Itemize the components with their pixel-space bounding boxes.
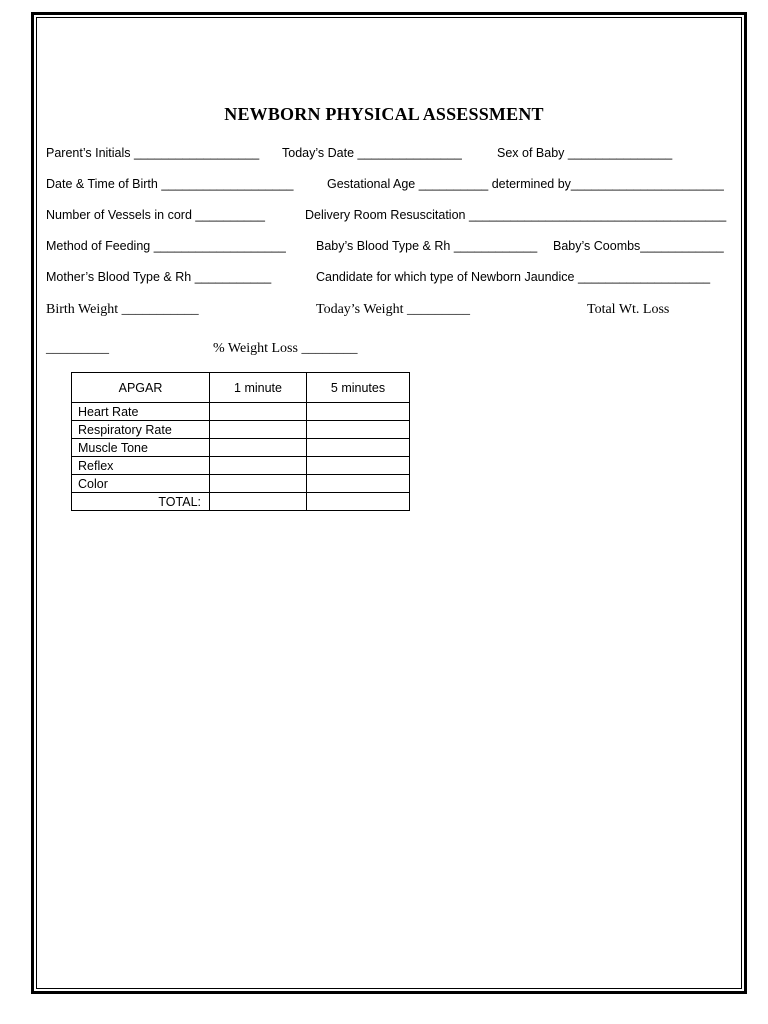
table-row (72, 403, 410, 421)
parents-initials-field: Parent’s Initials __________________ (46, 146, 260, 160)
color-1min-cell (210, 475, 307, 493)
sex-of-baby-field: Sex of Baby _______________ (497, 146, 673, 160)
percent-weight-loss-field: % Weight Loss ________ (213, 341, 358, 356)
todays-date-field: Today’s Date _______________ (282, 146, 462, 160)
method-of-feeding-field: Method of Feeding ___________________ (46, 239, 286, 253)
total-wt-loss-blank: _________ (46, 341, 109, 356)
mothers-blood-type-field: Mother’s Blood Type & Rh ___________ (46, 270, 272, 284)
apgar-table (71, 372, 410, 511)
table-row (72, 457, 410, 475)
birth-weight-field: Birth Weight ___________ (46, 302, 199, 317)
respiratory-rate-label: Respiratory Rate (72, 421, 210, 439)
apgar-header: APGAR (72, 373, 210, 403)
vessels-in-cord-field: Number of Vessels in cord __________ (46, 208, 265, 222)
total-wt-loss-field: Total Wt. Loss (587, 302, 670, 317)
five-minutes-header: 5 minutes (307, 373, 410, 403)
jaundice-candidate-field: Candidate for which type of Newborn Jaundice ___________________ (316, 270, 711, 284)
table-row (72, 493, 410, 511)
respiratory-rate-5min-cell (307, 421, 410, 439)
delivery-room-resuscitation-field: Delivery Room Resuscitation _____________________________________ (305, 208, 727, 222)
total-5min-cell (307, 493, 410, 511)
one-minute-header: 1 minute (210, 373, 307, 403)
color-5min-cell (307, 475, 410, 493)
table-row (72, 439, 410, 457)
table-row (72, 475, 410, 493)
muscle-tone-5min-cell (307, 439, 410, 457)
respiratory-rate-1min-cell (210, 421, 307, 439)
babys-coombs-field: Baby’s Coombs____________ (553, 239, 724, 253)
muscle-tone-1min-cell (210, 439, 307, 457)
heart-rate-1min-cell (210, 403, 307, 421)
reflex-5min-cell (307, 457, 410, 475)
color-label: Color (72, 475, 210, 493)
reflex-label: Reflex (72, 457, 210, 475)
apgar-header-row (72, 373, 410, 403)
date-time-birth-field: Date & Time of Birth ___________________ (46, 177, 294, 191)
gestational-age-field: Gestational Age __________ determined by______________________ (327, 177, 724, 191)
babys-blood-type-field: Baby’s Blood Type & Rh ____________ (316, 239, 538, 253)
reflex-1min-cell (210, 457, 307, 475)
heart-rate-label: Heart Rate (72, 403, 210, 421)
total-label: TOTAL: (72, 493, 210, 511)
heart-rate-5min-cell (307, 403, 410, 421)
table-row (72, 421, 410, 439)
todays-weight-field: Today’s Weight _________ (316, 302, 470, 317)
muscle-tone-label: Muscle Tone (72, 439, 210, 457)
page-title: NEWBORN PHYSICAL ASSESSMENT (224, 104, 544, 124)
total-1min-cell (210, 493, 307, 511)
